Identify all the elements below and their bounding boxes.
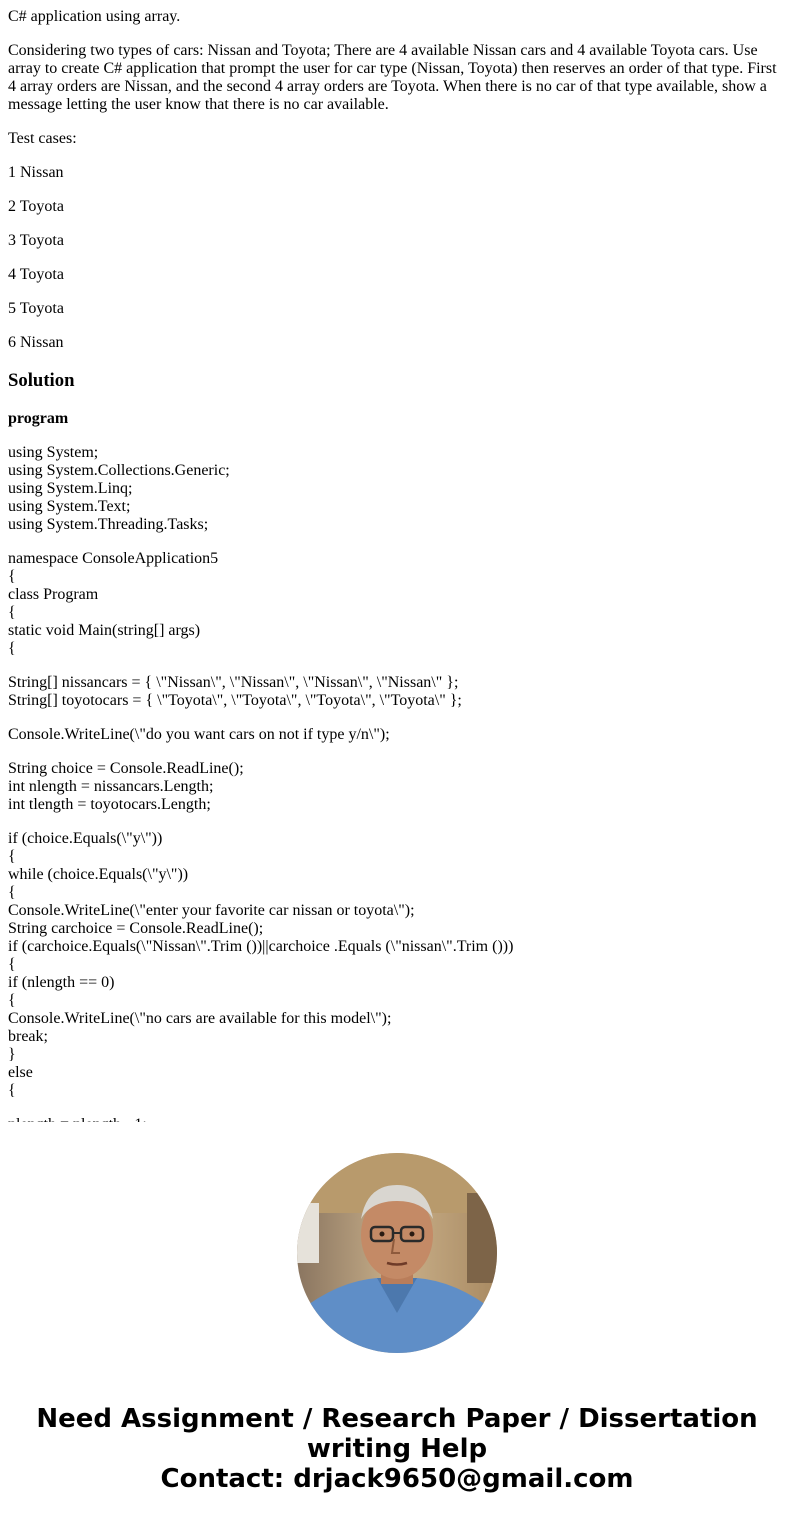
program-subheading: program: [8, 410, 69, 427]
code-line: while (choice.Equals(\"y\")): [8, 866, 189, 883]
code-line: String[] nissancars = { \"Nissan\", \"Nissan\", \"Nissan\", \"Nissan\" };: [8, 674, 459, 691]
code-line: {: [8, 992, 16, 1009]
code-line: }: [8, 1046, 16, 1063]
test-cases-label: Test cases:: [8, 130, 77, 147]
code-line: {: [8, 640, 16, 657]
code-line: using System.Threading.Tasks;: [8, 516, 209, 533]
author-avatar: [297, 1153, 497, 1353]
code-line: int tlength = toyotocars.Length;: [8, 796, 211, 813]
code-line: if (carchoice.Equals(\"Nissan\".Trim ())||carchoice .Equals (\"nissan\".Trim ())): [8, 938, 514, 955]
code-line: String[] toyotocars = { \"Toyota\", \"Toyota\", \"Toyota\", \"Toyota\" };: [8, 692, 462, 709]
code-line: namespace ConsoleApplication5: [8, 550, 219, 567]
question-title: C# application using array.: [8, 8, 181, 25]
code-line: class Program: [8, 586, 99, 603]
code-line: else: [8, 1064, 33, 1081]
test-case-item: 3 Toyota: [8, 232, 64, 249]
code-line: Console.WriteLine(\"no cars are available for this model\");: [8, 1010, 392, 1027]
test-case-item: 4 Toyota: [8, 266, 64, 283]
question-description: Considering two types of cars: Nissan and Toyota; There are 4 available Nissan cars and 4 available Toyota cars. Use array to create C# application that prompt the user for car type (Nissan, Toyota) then reserves an order of that type. First 4 array orders are Nissan, and the second 4 array orders are Toyota. When there is no car of that type available, show a message letting the user know that there is no car available.: [8, 42, 777, 113]
test-case-item: 1 Nissan: [8, 164, 64, 181]
code-line: if (nlength == 0): [8, 974, 115, 991]
banner-line: Need Assignment / Research Paper / Dissertation: [36, 1404, 758, 1434]
code-line: int nlength = nissancars.Length;: [8, 778, 214, 795]
promo-footer: [0, 1122, 794, 1523]
article-content: [8, 0, 786, 1122]
code-line: using System.Linq;: [8, 480, 133, 497]
code-line: break;: [8, 1028, 48, 1045]
code-line: {: [8, 884, 16, 901]
test-case-item: 6 Nissan: [8, 334, 64, 351]
portrait-illustration: [297, 1153, 497, 1353]
code-line: {: [8, 604, 16, 621]
code-line: static void Main(string[] args): [8, 622, 201, 639]
test-case-item: 2 Toyota: [8, 198, 64, 215]
code-listing: [8, 444, 786, 1134]
test-case-item: 5 Toyota: [8, 300, 64, 317]
code-line: {: [8, 568, 16, 585]
code-line: using System;: [8, 444, 99, 461]
code-line: String choice = Console.ReadLine();: [8, 760, 244, 777]
code-line: {: [8, 848, 16, 865]
code-line: Console.WriteLine(\"enter your favorite car nissan or toyota\");: [8, 902, 415, 919]
code-line: if (choice.Equals(\"y\")): [8, 830, 163, 847]
contact-email: Contact: drjack9650@gmail.com: [160, 1464, 634, 1494]
code-line: String carchoice = Console.ReadLine();: [8, 920, 264, 937]
code-line: Console.WriteLine(\"do you want cars on not if type y/n\");: [8, 726, 390, 743]
help-banner: [0, 1404, 794, 1494]
banner-line: writing Help: [306, 1434, 488, 1464]
code-line: {: [8, 1082, 16, 1099]
code-line: {: [8, 956, 16, 973]
code-line: using System.Text;: [8, 498, 131, 515]
code-line: using System.Collections.Generic;: [8, 462, 230, 479]
solution-heading: Solution: [8, 370, 75, 391]
